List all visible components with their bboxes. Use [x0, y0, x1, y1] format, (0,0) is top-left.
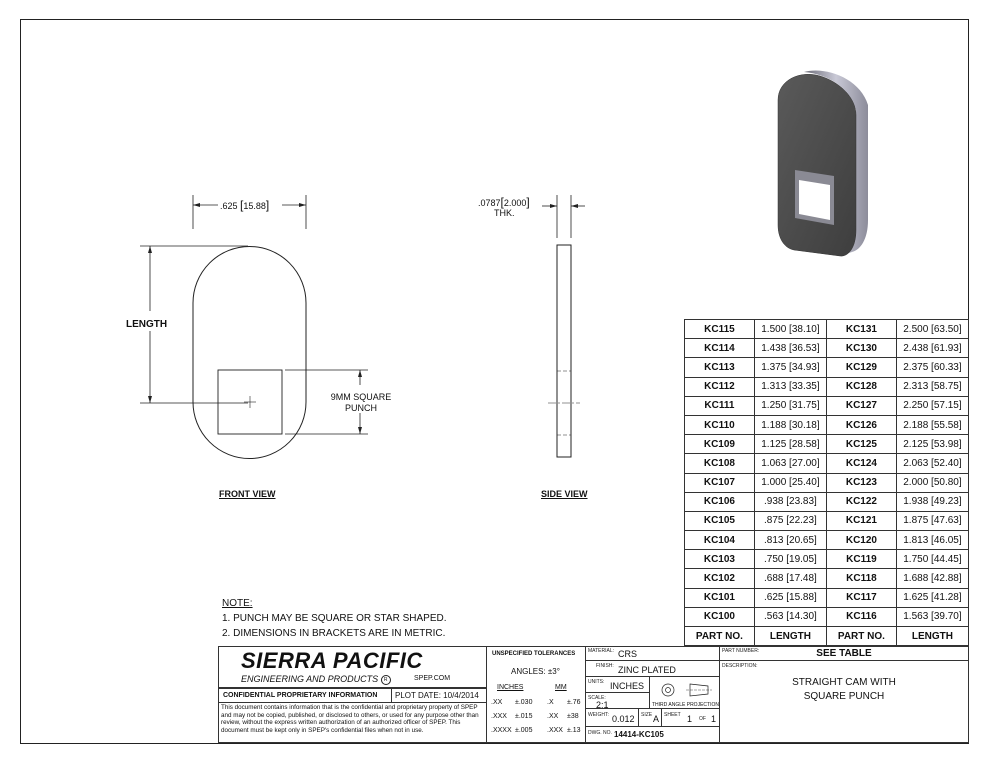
part-number-cell: KC130 [826, 339, 896, 358]
part-number-cell: KC129 [826, 358, 896, 377]
length-cell: 1.938 [49.23] [896, 492, 968, 511]
length-cell: 1.063 [27.00] [754, 454, 826, 473]
tol-mm-val: ±.76 [567, 699, 581, 706]
material-box [585, 646, 720, 661]
sheet-total: 1 [711, 714, 717, 724]
material-value: CRS [618, 649, 638, 659]
material-label: MATERIAL: [588, 648, 615, 654]
length-cell: 1.375 [34.93] [754, 358, 826, 377]
description-text: STRAIGHT CAM WITH SQUARE PUNCH [792, 677, 896, 702]
length-cell: 2.250 [57.15] [896, 396, 968, 415]
tol-in-fmt: .XX [491, 699, 503, 706]
length-cell: 2.375 [60.33] [896, 358, 968, 377]
length-cell: .813 [20.65] [754, 531, 826, 550]
table-row [685, 320, 969, 339]
width-dimension: .625 [15.88] [220, 198, 270, 212]
part-number-cell: KC103 [685, 550, 755, 569]
notes-title: NOTE: [222, 598, 253, 609]
scale-box [585, 692, 650, 709]
part-number-cell: KC117 [826, 588, 896, 607]
length-cell: .563 [14.30] [754, 607, 826, 626]
part-number-cell: KC109 [685, 435, 755, 454]
notes [222, 596, 447, 641]
scale-label: SCALE: [588, 695, 606, 701]
registered-icon: R [381, 675, 391, 685]
dwg-no-value: 14414-KC105 [614, 730, 664, 739]
table-row [685, 435, 969, 454]
projection-box [649, 676, 720, 709]
weight-value: 0.012 [612, 714, 635, 724]
side-view-title: SIDE VIEW [541, 489, 588, 499]
part-number-cell: KC128 [826, 377, 896, 396]
units-box [585, 676, 650, 693]
length-cell: 1.250 [31.75] [754, 396, 826, 415]
table-header-row [685, 627, 969, 646]
length-header: LENGTH [754, 627, 826, 646]
company-website: SPEP.COM [414, 675, 451, 682]
front-view-title: FRONT VIEW [219, 489, 276, 499]
company-subtitle: ENGINEERING AND PRODUCTS R [241, 674, 391, 685]
length-cell: 2.188 [55.58] [896, 415, 968, 434]
table-row [685, 531, 969, 550]
sheet-box [661, 708, 720, 727]
part-number-cell: KC114 [685, 339, 755, 358]
part-number-cell: KC107 [685, 473, 755, 492]
size-label: SIZE [641, 712, 653, 718]
tol-mm-fmt: .X [547, 699, 554, 706]
tol-in-val: ±.015 [515, 713, 533, 720]
table-row [685, 396, 969, 415]
description-box [719, 660, 969, 743]
part-number-value: SEE TABLE [816, 648, 872, 659]
scale-value: 2:1 [596, 700, 609, 710]
length-cell: 1.688 [42.88] [896, 569, 968, 588]
length-cell: 2.063 [52.40] [896, 454, 968, 473]
table-row [685, 492, 969, 511]
tolerances-box [486, 646, 586, 743]
finish-label: FINISH: [596, 663, 614, 669]
part-number-cell: KC106 [685, 492, 755, 511]
length-cell: 1.500 [38.10] [754, 320, 826, 339]
part-number-cell: KC126 [826, 415, 896, 434]
table-row [685, 377, 969, 396]
table-row [685, 550, 969, 569]
part-number-cell: KC127 [826, 396, 896, 415]
part-number-cell: KC111 [685, 396, 755, 415]
part-number-cell: KC108 [685, 454, 755, 473]
part-number-cell: KC124 [826, 454, 896, 473]
part-number-cell: KC123 [826, 473, 896, 492]
length-cell: 2.000 [50.80] [896, 473, 968, 492]
part-number-cell: KC113 [685, 358, 755, 377]
length-cell: 1.188 [30.18] [754, 415, 826, 434]
length-cell: .750 [19.05] [754, 550, 826, 569]
confidential-text: This document contains information that is the confidential and proprietary property of SPEP and may not be copied, published, or disclosed to others, or used for any purpose other than review, without the express written authorization of an authorized officer of SPEP. This document must be kept only in SPEP's confidential files when not in use. [221, 704, 479, 734]
length-cell: .875 [22.23] [754, 511, 826, 530]
punch-label: 9MM SQUARE PUNCH [330, 392, 392, 413]
company-name: SIERRA PACIFIC [241, 648, 423, 673]
length-header: LENGTH [896, 627, 968, 646]
length-cell: 1.750 [44.45] [896, 550, 968, 569]
tolerances-inches-label: INCHES [497, 684, 524, 691]
front-view-drawing [120, 185, 420, 485]
plot-date-box [391, 688, 487, 703]
tol-mm-val: ±.13 [567, 727, 581, 734]
length-cell: .938 [23.83] [754, 492, 826, 511]
length-cell: 1.438 [36.53] [754, 339, 826, 358]
part-number-label: PART NUMBER: [722, 648, 760, 654]
tol-mm-fmt: .XX [547, 713, 559, 720]
tol-in-fmt: .XXXX [491, 727, 512, 734]
third-angle-projection-icon [658, 681, 714, 699]
dwg-no-label: DWG. NO. [588, 730, 612, 736]
thickness-label: THK. [494, 208, 515, 218]
dwg-no-box [585, 726, 720, 743]
weight-label: WEIGHT: [588, 712, 609, 718]
tolerances-title: UNSPECIFIED TOLERANCES [492, 651, 576, 657]
table-row [685, 473, 969, 492]
part-no-header: PART NO. [826, 627, 896, 646]
description-label: DESCRIPTION: [722, 663, 758, 669]
isometric-view-image [770, 60, 890, 260]
length-cell: .625 [15.88] [754, 588, 826, 607]
length-cell: 2.500 [63.50] [896, 320, 968, 339]
confidential-text-box [218, 702, 487, 743]
side-view-drawing [530, 190, 610, 470]
part-number-cell: KC122 [826, 492, 896, 511]
table-row [685, 454, 969, 473]
tolerances-mm-label: MM [555, 684, 567, 691]
part-number-cell: KC101 [685, 588, 755, 607]
tolerances-angles: ANGLES: ±3° [511, 667, 560, 676]
tol-in-val: ±.005 [515, 727, 533, 734]
length-cell: .688 [17.48] [754, 569, 826, 588]
table-row [685, 588, 969, 607]
tol-in-fmt: .XXX [491, 713, 507, 720]
finish-box [585, 660, 720, 677]
parts-table [684, 319, 969, 646]
units-label: UNITS: [588, 679, 605, 685]
table-row [685, 511, 969, 530]
length-cell: 1.313 [33.35] [754, 377, 826, 396]
company-box [218, 646, 487, 688]
part-number-cell: KC119 [826, 550, 896, 569]
sheet-value: 1 [687, 714, 693, 724]
table-row [685, 415, 969, 434]
table-row [685, 607, 969, 626]
size-value: A [653, 714, 660, 724]
units-value: INCHES [610, 681, 645, 691]
thickness-dimension: .0787[2.000] [478, 195, 530, 209]
sheet-label: SHEET [664, 712, 681, 718]
length-cell: 1.000 [25.40] [754, 473, 826, 492]
tol-mm-fmt: .XXX [547, 727, 563, 734]
confidential-title-box [218, 688, 392, 703]
plot-date: PLOT DATE: 10/4/2014 [395, 691, 479, 700]
length-cell: 2.125 [53.98] [896, 435, 968, 454]
sheet-of-label: OF [699, 716, 706, 722]
part-number-cell: KC115 [685, 320, 755, 339]
part-number-box [719, 646, 969, 661]
length-cell: 2.438 [61.93] [896, 339, 968, 358]
table-row [685, 339, 969, 358]
part-number-cell: KC125 [826, 435, 896, 454]
length-cell: 1.125 [28.58] [754, 435, 826, 454]
weight-box [585, 708, 639, 727]
length-label: LENGTH [126, 319, 168, 330]
tol-in-val: ±.030 [515, 699, 533, 706]
part-number-cell: KC110 [685, 415, 755, 434]
tol-mm-val: ±38 [567, 713, 579, 720]
part-number-cell: KC105 [685, 511, 755, 530]
part-no-header: PART NO. [685, 627, 755, 646]
part-number-cell: KC131 [826, 320, 896, 339]
table-row [685, 569, 969, 588]
note-item: 1. PUNCH MAY BE SQUARE OR STAR SHAPED. [222, 613, 447, 624]
finish-value: ZINC PLATED [618, 665, 676, 675]
size-box [638, 708, 662, 727]
length-cell: 1.875 [47.63] [896, 511, 968, 530]
length-cell: 1.813 [46.05] [896, 531, 968, 550]
part-number-cell: KC102 [685, 569, 755, 588]
note-item: 2. DIMENSIONS IN BRACKETS ARE IN METRIC. [222, 628, 446, 639]
projection-label: THIRD ANGLE PROJECTION [652, 702, 719, 708]
confidential-title: CONFIDENTIAL PROPRIETARY INFORMATION [223, 692, 378, 699]
length-cell: 2.313 [58.75] [896, 377, 968, 396]
table-row [685, 358, 969, 377]
part-number-cell: KC118 [826, 569, 896, 588]
part-number-cell: KC116 [826, 607, 896, 626]
part-number-cell: KC112 [685, 377, 755, 396]
part-number-cell: KC121 [826, 511, 896, 530]
length-cell: 1.625 [41.28] [896, 588, 968, 607]
part-number-cell: KC100 [685, 607, 755, 626]
part-number-cell: KC104 [685, 531, 755, 550]
length-cell: 1.563 [39.70] [896, 607, 968, 626]
part-number-cell: KC120 [826, 531, 896, 550]
